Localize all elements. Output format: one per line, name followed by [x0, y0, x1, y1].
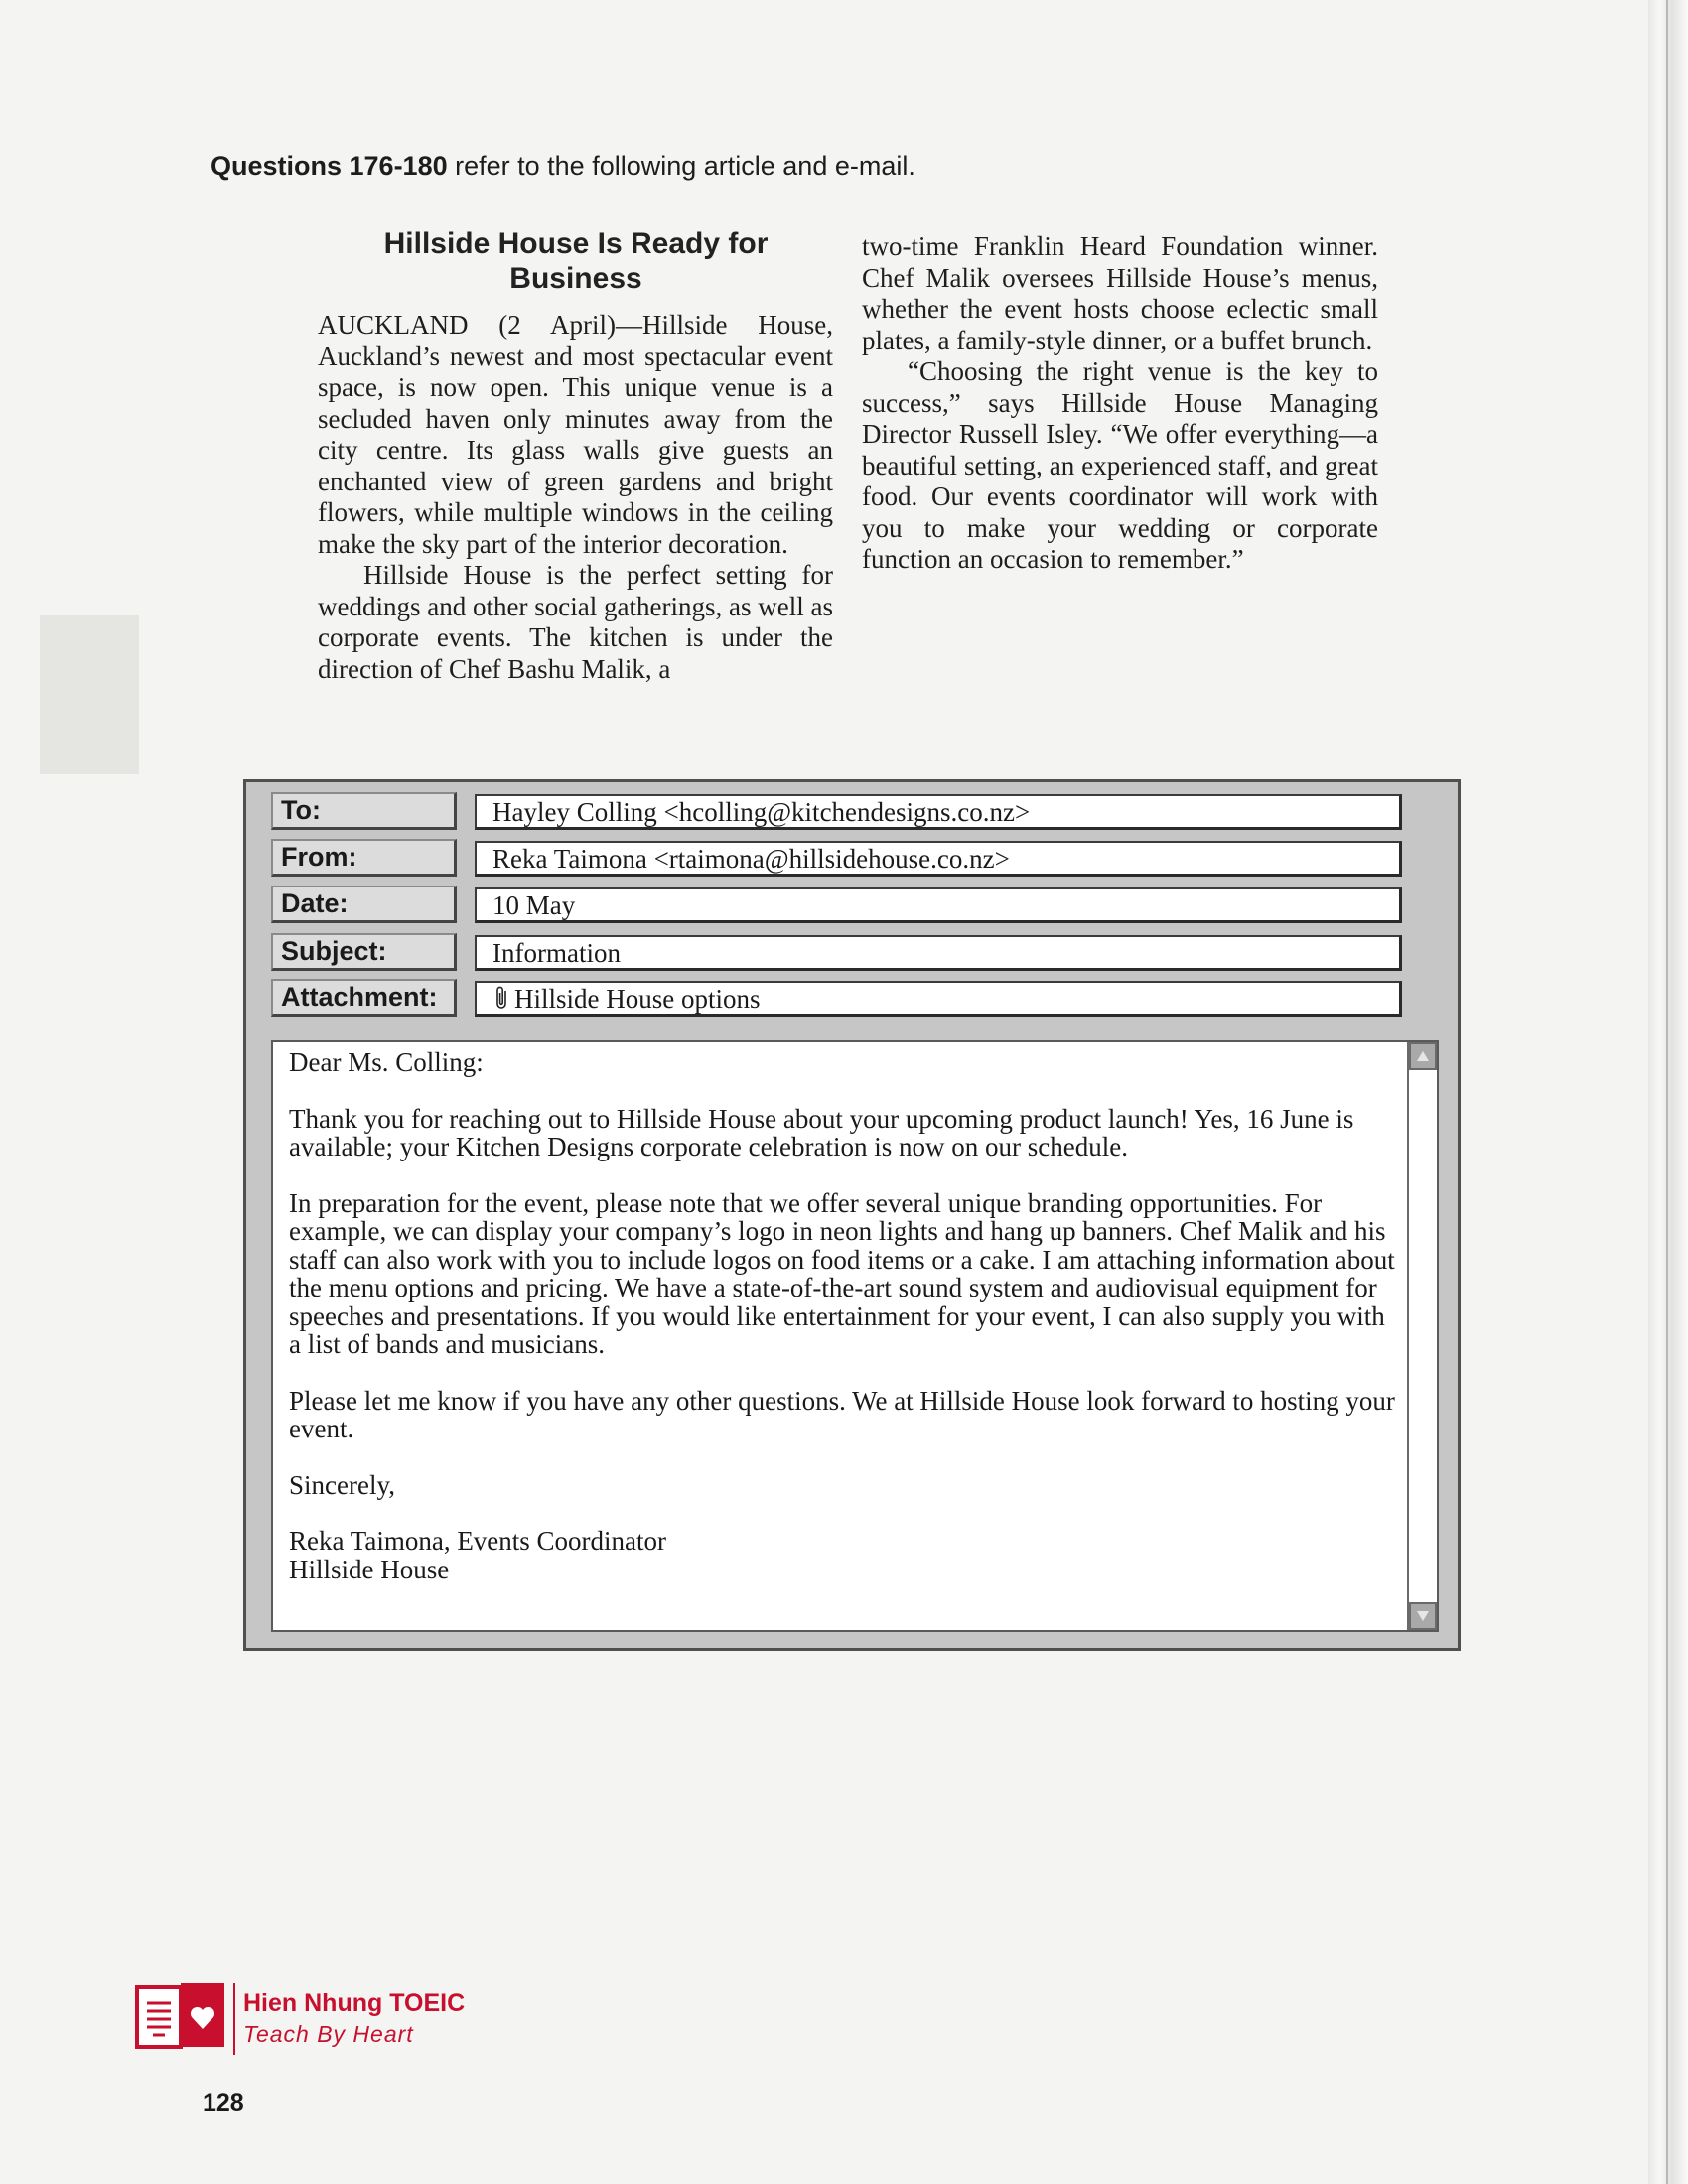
scroll-up-button[interactable] [1409, 1042, 1437, 1070]
attachment-filename: Hillside House options [514, 984, 761, 1014]
article-title: Hillside House Is Ready for Business [383, 227, 769, 295]
email-signature-org: Hillside House [289, 1554, 450, 1584]
article-column-right [862, 231, 1378, 576]
brand-name: Hien Nhung TOEIC [243, 1989, 466, 2017]
questions-intro-text: refer to the following article and e-mail. [447, 151, 915, 181]
to-label: To: [271, 792, 457, 830]
article-paragraph: AUCKLAND (2 April)—Hillside House, Auckland’s newest and most spectacular event space, is now open. This unique venue is a secluded haven only minutes away from the city centre. Its glass walls give guests an enchanted view of green gardens and bright flowers, while multiple windows in the ceiling make the sky part of the interior decoration. [318, 310, 833, 559]
from-label: From: [271, 839, 457, 877]
email-attachment-row [271, 979, 1439, 1017]
subject-label: Subject: [271, 933, 457, 971]
questions-intro [211, 151, 915, 182]
date-label: Date: [271, 886, 457, 923]
email-salutation: Dear Ms. Colling: [289, 1047, 484, 1077]
email-paragraph: Please let me know if you have any other questions. We at Hillside House look forward to hosting your event. [289, 1385, 1395, 1443]
email-from-row [271, 839, 1439, 877]
page-edge [1648, 0, 1688, 2184]
article-paragraph: Hillside House is the perfect setting for weddings and other social gatherings, as well as corporate events. The kitchen is under the direction of Chef Bashu Malik, a [318, 560, 833, 684]
article-paragraph: two-time Franklin Heard Foundation winner. Chef Malik oversees Hillside House’s menus, whether the event hosts choose eclectic small plates, a family-style dinner, or a buffet brunch. [862, 231, 1378, 355]
triangle-down-icon [1416, 1610, 1430, 1622]
logo-divider [233, 1983, 235, 2055]
triangle-up-icon [1416, 1050, 1430, 1062]
attachment-field[interactable] [475, 981, 1402, 1017]
article-column-left [318, 310, 833, 685]
scroll-down-button[interactable] [1409, 1602, 1437, 1630]
email-date-row [271, 886, 1439, 923]
scrollbar[interactable] [1407, 1042, 1437, 1630]
book-heart-logo [135, 1981, 230, 2053]
date-field[interactable]: 10 May [475, 887, 1402, 923]
email-to-row [271, 792, 1439, 830]
email-subject-row [271, 933, 1439, 971]
questions-range: Questions 176-180 [211, 151, 448, 181]
scan-shadow [40, 615, 139, 774]
email-body[interactable] [271, 1040, 1439, 1632]
to-field[interactable]: Hayley Colling <hcolling@kitchendesigns.co.nz> [475, 794, 1402, 830]
article-paragraph: “Choosing the right venue is the key to success,” says Hillside House Managing Director Russell Isley. “We offer everything—a beautiful setting, an experienced staff, and great food. Our events coordinator will work with you to make your wedding or corporate function an occasion to remember.” [862, 356, 1378, 574]
email-paragraph: In preparation for the event, please note that we offer several unique branding opportunities. For example, we can display your company’s logo in neon lights and hang up banners. Chef Malik and his staff can also work with you to include logos on food items or a cake. I am attaching information about the menu options and pricing. We have a state-of-the-art sound system and audiovisual equipment for speeches and presentations. If you would like entertainment for your event, I can also supply you with a list of bands and musicians. [289, 1187, 1395, 1359]
brand-tagline: Teach By Heart [243, 2021, 414, 2047]
email-body-text [289, 1048, 1401, 1583]
attachment-label: Attachment: [271, 979, 457, 1017]
email-window [243, 779, 1461, 1651]
email-signature-name: Reka Taimona, Events Coordinator [289, 1526, 667, 1556]
page-number: 128 [203, 2089, 244, 2116]
subject-field[interactable]: Information [475, 935, 1402, 971]
email-paragraph: Thank you for reaching out to Hillside House about your upcoming product launch! Yes, 16 June is available; your Kitchen Designs corporate celebration is now on our schedule. [289, 1103, 1354, 1161]
paperclip-icon [492, 985, 512, 1009]
email-closing: Sincerely, [289, 1469, 395, 1500]
from-field[interactable]: Reka Taimona <rtaimona@hillsidehouse.co.nz> [475, 841, 1402, 877]
